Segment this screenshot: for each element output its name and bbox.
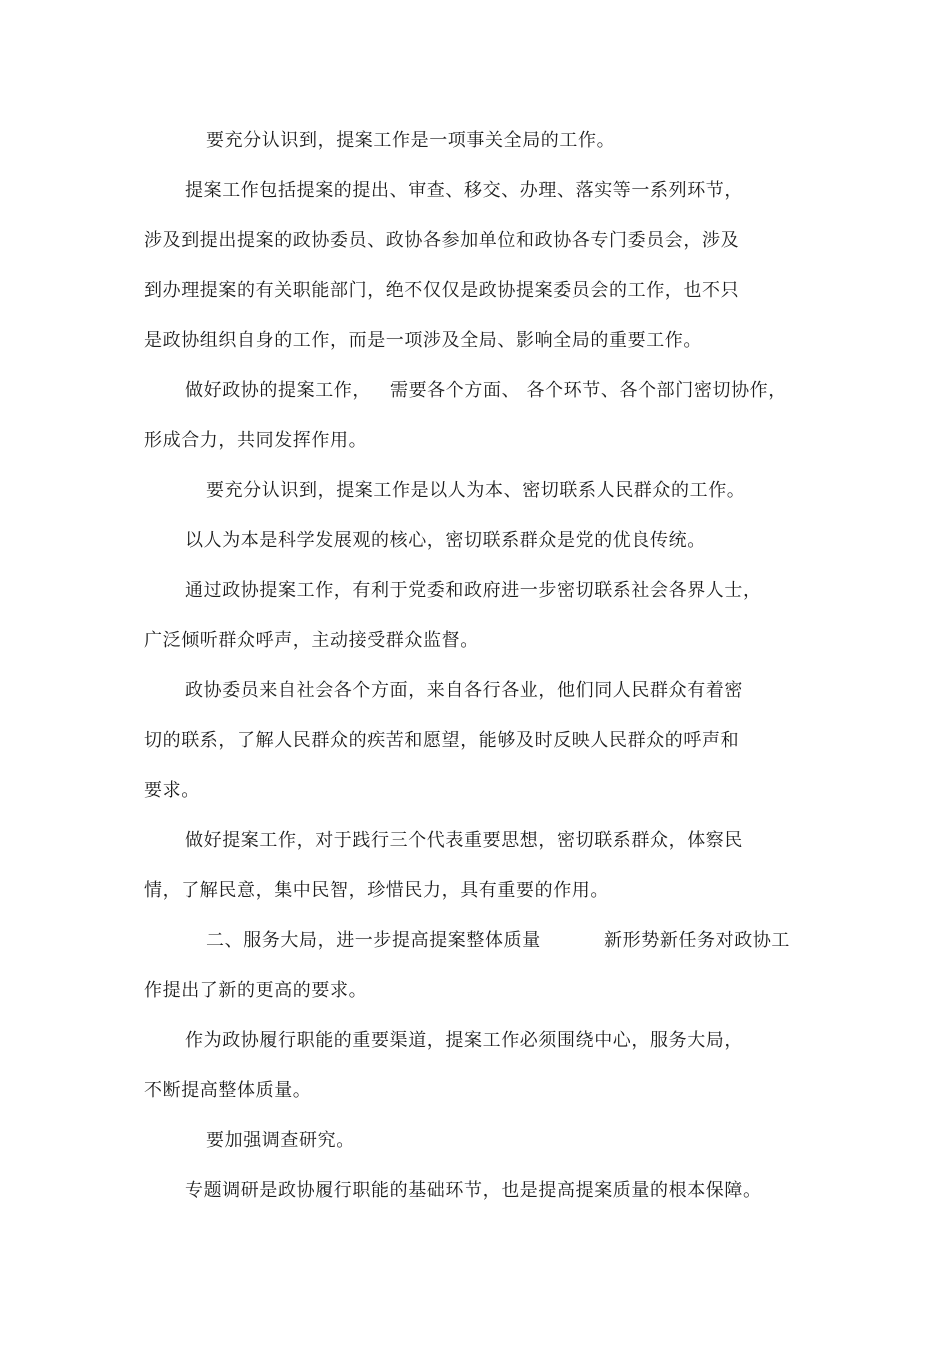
text-line: 做好政协的提案工作， 需要各个方面、 各个环节、各个部门密切协作， [185,380,787,401]
text-line: 专题调研是政协履行职能的基础环节，也是提高提案质量的根本保障。 [185,1180,762,1201]
text-line: 不断提高整体质量。 [144,1080,312,1101]
text-line: 作提出了新的更高的要求。 [144,980,368,1001]
text-line: 作为政协履行职能的重要渠道，提案工作必须围绕中心，服务大局， [185,1030,743,1051]
text-line: 要充分认识到，提案工作是一项事关全局的工作。 [206,130,616,151]
text-line: 情，了解民意，集中民智，珍惜民力，具有重要的作用。 [144,880,609,901]
text-line: 政协委员来自社会各个方面，来自各行各业，他们同人民群众有着密 [185,680,743,701]
section-heading-line: 二、服务大局，进一步提高提案整体质量 新形势新任务对政协工 [206,930,791,951]
text-line: 要加强调查研究。 [206,1130,355,1151]
text-line: 形成合力，共同发挥作用。 [144,430,368,451]
text-line: 做好提案工作，对于践行三个代表重要思想，密切联系群众，体察民 [185,830,743,851]
text-line: 通过政协提案工作，有利于党委和政府进一步密切联系社会各界人士， [185,580,762,601]
text-line: 切的联系，了解人民群众的疾苦和愿望，能够及时反映人民群众的呼声和 [144,730,740,751]
text-line: 到办理提案的有关职能部门，绝不仅仅是政协提案委员会的工作，也不只 [144,280,740,301]
text-line: 要求。 [144,780,200,801]
text-line: 是政协组织自身的工作，而是一项涉及全局、影响全局的重要工作。 [144,330,702,351]
text-line: 提案工作包括提案的提出、审查、移交、办理、落实等一系列环节， [185,180,743,201]
text-line: 以人为本是科学发展观的核心，密切联系群众是党的优良传统。 [185,530,706,551]
text-line: 涉及到提出提案的政协委员、政协各参加单位和政协各专门委员会，涉及 [144,230,740,251]
text-line: 广泛倾听群众呼声，主动接受群众监督。 [144,630,479,651]
text-line: 要充分认识到，提案工作是以人为本、密切联系人民群众的工作。 [206,480,746,501]
